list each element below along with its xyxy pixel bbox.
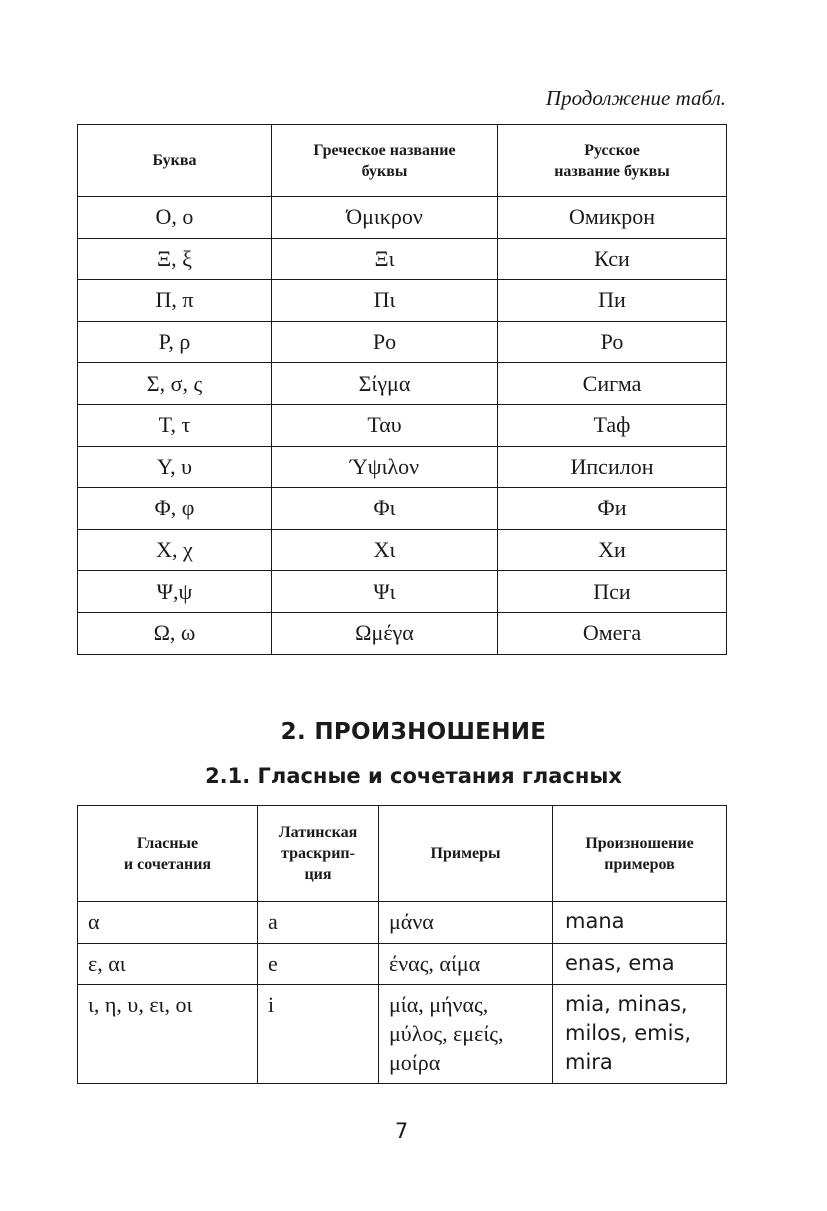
letter-cell: Φ, φ xyxy=(78,488,272,530)
header-latin-transcription: Латинская траскрип- ция xyxy=(258,806,379,902)
vowel-cell: α xyxy=(78,902,258,944)
table-row xyxy=(78,902,727,944)
header-examples: Примеры xyxy=(379,806,553,902)
table-row xyxy=(78,197,727,239)
pronunciation-cell: mia, minas, milos, emis, mira xyxy=(553,985,727,1084)
russian-name-cell: Пси xyxy=(498,571,727,613)
letter-cell: Ψ,ψ xyxy=(78,571,272,613)
russian-name-cell: Ипсилон xyxy=(498,446,727,488)
greek-name-cell: Ρο xyxy=(272,321,498,363)
greek-name-cell: Πι xyxy=(272,280,498,322)
table-row xyxy=(78,612,727,654)
table-header-row xyxy=(78,125,727,197)
examples-cell: μάνα xyxy=(379,902,553,944)
table-row xyxy=(78,446,727,488)
pronunciation-cell: mana xyxy=(553,902,727,944)
subsection-heading: 2.1. Гласные и сочетания гласных xyxy=(205,764,622,788)
table-row xyxy=(78,488,727,530)
letter-cell: Τ, τ xyxy=(78,404,272,446)
russian-name-cell: Омега xyxy=(498,612,727,654)
russian-name-cell: Хи xyxy=(498,529,727,571)
greek-name-cell: Φι xyxy=(272,488,498,530)
russian-name-cell: Сигма xyxy=(498,363,727,405)
greek-name-cell: Όμικρον xyxy=(272,197,498,239)
russian-name-cell: Ро xyxy=(498,321,727,363)
header-letter: Буква xyxy=(78,125,272,197)
letter-cell: Ω, ω xyxy=(78,612,272,654)
russian-name-cell: Фи xyxy=(498,488,727,530)
pronunciation-cell: enas, ema xyxy=(553,943,727,985)
page-number: 7 xyxy=(394,1119,409,1143)
russian-name-cell: Пи xyxy=(498,280,727,322)
letter-cell: Ρ, ρ xyxy=(78,321,272,363)
letter-cell: Σ, σ, ς xyxy=(78,363,272,405)
header-russian-name: Русское название буквы xyxy=(498,125,727,197)
header-vowels: Гласные и сочетания xyxy=(78,806,258,902)
greek-name-cell: Σίγμα xyxy=(272,363,498,405)
examples-cell: ένας, αίμα xyxy=(379,943,553,985)
table-row xyxy=(78,321,727,363)
russian-name-cell: Омикрон xyxy=(498,197,727,239)
greek-name-cell: Ύψιλον xyxy=(272,446,498,488)
letter-cell: Ξ, ξ xyxy=(78,238,272,280)
header-pronunciation: Произношение примеров xyxy=(553,806,727,902)
greek-name-cell: Ψι xyxy=(272,571,498,613)
letter-cell: Χ, χ xyxy=(78,529,272,571)
vowel-cell: ι, η, υ, ει, οι xyxy=(78,985,258,1084)
section-heading: 2. ПРОИЗНОШЕНИЕ xyxy=(280,719,547,745)
letter-cell: Ο, ο xyxy=(78,197,272,239)
greek-name-cell: Ωμέγα xyxy=(272,612,498,654)
letter-cell: Π, π xyxy=(78,280,272,322)
table-row xyxy=(78,363,727,405)
table-header-row xyxy=(78,806,727,902)
table-row xyxy=(78,529,727,571)
table-row xyxy=(78,404,727,446)
latin-cell: e xyxy=(258,943,379,985)
table-row xyxy=(78,943,727,985)
vowels-table xyxy=(77,805,727,1084)
greek-name-cell: Ξι xyxy=(272,238,498,280)
header-greek-name: Греческое название буквы xyxy=(272,125,498,197)
table-row xyxy=(78,985,727,1084)
table-row xyxy=(78,571,727,613)
latin-cell: i xyxy=(258,985,379,1084)
letter-cell: Υ, υ xyxy=(78,446,272,488)
greek-name-cell: Ταυ xyxy=(272,404,498,446)
greek-name-cell: Χι xyxy=(272,529,498,571)
examples-cell: μία, μήνας, μύλος, εμείς, μοίρα xyxy=(379,985,553,1084)
continuation-note: Продолжение табл. xyxy=(545,86,726,110)
latin-cell: a xyxy=(258,902,379,944)
table-row xyxy=(78,280,727,322)
russian-name-cell: Таф xyxy=(498,404,727,446)
table-row xyxy=(78,238,727,280)
russian-name-cell: Кси xyxy=(498,238,727,280)
vowel-cell: ε, αι xyxy=(78,943,258,985)
greek-alphabet-table xyxy=(77,124,727,655)
